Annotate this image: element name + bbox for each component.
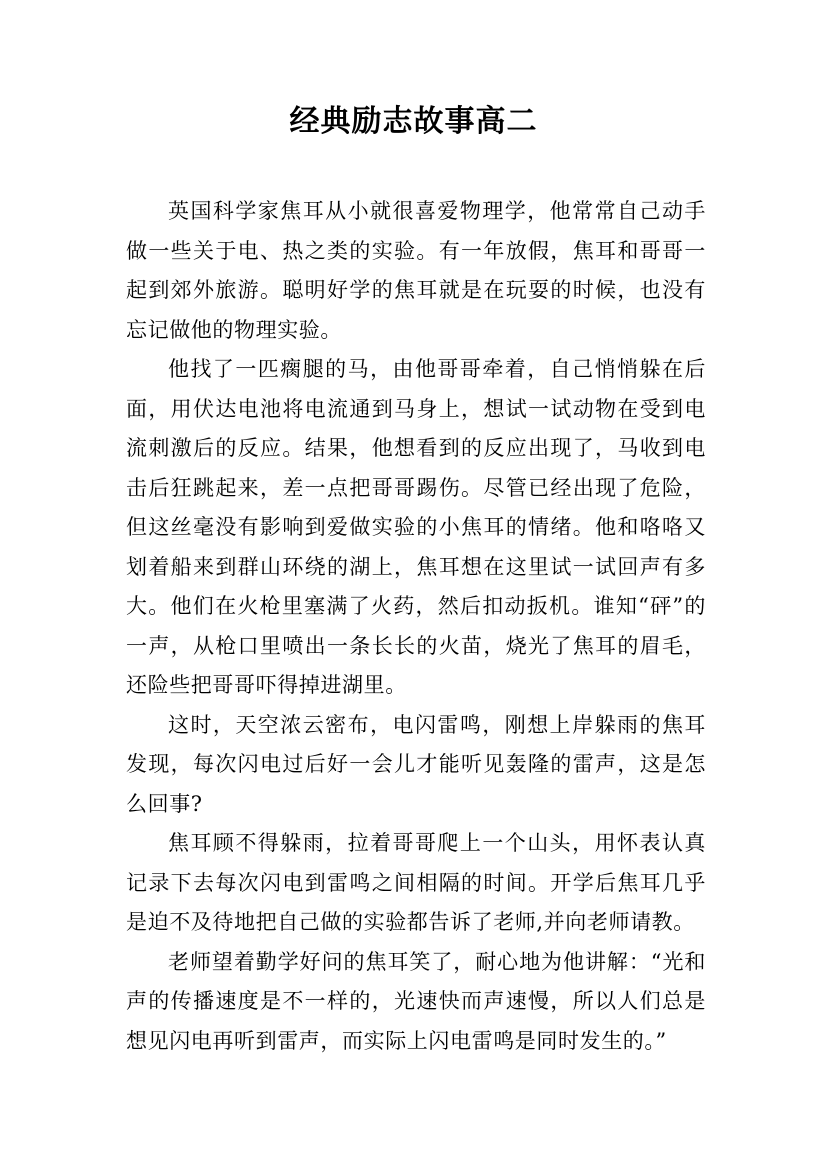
document-body [126, 192, 706, 1061]
page-title: 经典励志故事高二 [289, 104, 538, 139]
paragraph: 英国科学家焦耳从小就很喜爱物理学，他常常自己动手做一些关于电、热之类的实验。有一年放假，焦耳和哥哥一起到郊外旅游。聪明好学的焦耳就是在玩耍的时候，也没有忘记做他的物理实验。 [126, 199, 706, 342]
paragraph: 他找了一匹瘸腿的马，由他哥哥牵着，自己悄悄躲在后面，用伏达电池将电流通到马身上，想试一试动物在受到电流刺激后的反应。结果，他想看到的反应出现了，马收到电击后狂跳起来，差一点把哥哥踢伤。尽管已经出现了危险，但这丝毫没有影响到爱做实验的小焦耳的情绪。他和咯咯又划着船来到群山环绕的湖上，焦耳想在这里试一试回声有多大。他们在火枪里塞满了火药，然后扣动扳机。谁知“砰”的一声，从枪口里喷出一条长长的火苗，烧光了焦耳的眉毛，还险些把哥哥吓得掉进湖里。 [126, 357, 706, 697]
paragraph: 这时，天空浓云密布，电闪雷鸣，刚想上岸躲雨的焦耳发现，每次闪电过后好一会儿才能听见轰隆的雷声，这是怎么回事? [126, 712, 706, 816]
paragraph: 焦耳顾不得躲雨，拉着哥哥爬上一个山头，用怀表认真记录下去每次闪电到雷鸣之间相隔的时间。开学后焦耳几乎是迫不及待地把自己做的实验都告诉了老师,并向老师请教。 [126, 831, 706, 934]
paragraph: 老师望着勤学好问的焦耳笑了，耐心地为他讲解：“光和声的传播速度是不一样的，光速快而声速慢，所以人们总是想见闪电再听到雷声，而实际上闪电雷鸣是同时发生的。” [126, 949, 706, 1053]
